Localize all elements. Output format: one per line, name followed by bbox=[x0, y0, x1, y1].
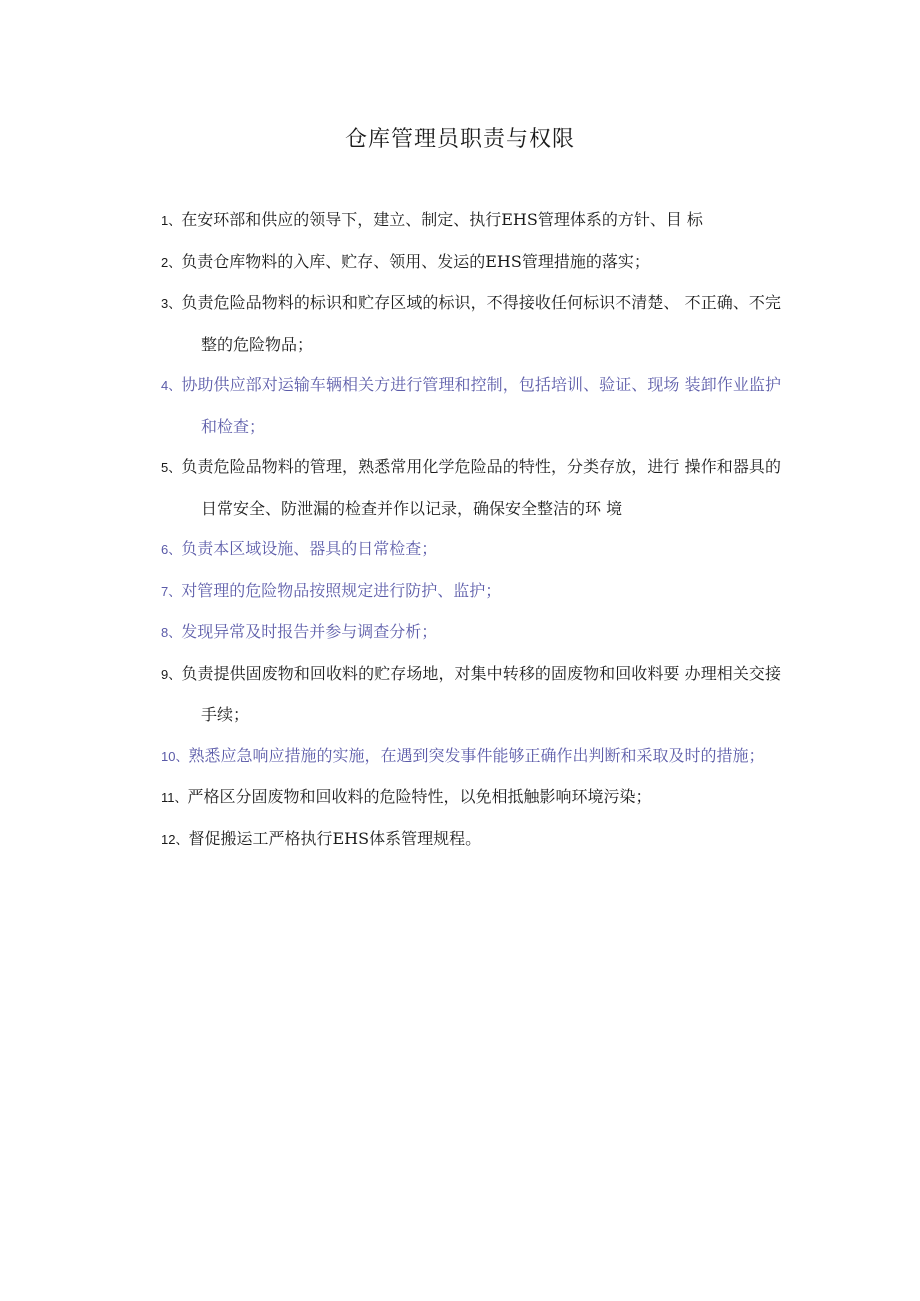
item-text: 负责危险品物料的标识和贮存区域的标识，不得接收任何标识不清楚、 不正确、不完整的危险物品； bbox=[181, 293, 781, 354]
item-number: 5、 bbox=[161, 460, 182, 475]
item-number: 6、 bbox=[161, 542, 182, 557]
list-item bbox=[161, 819, 781, 861]
item-number: 10、 bbox=[161, 748, 189, 764]
list-item bbox=[161, 654, 781, 736]
item-number: 1、 bbox=[161, 213, 182, 228]
list-item bbox=[161, 612, 781, 654]
item-text: 在安环部和供应的领导下，建立、制定、执行EHS管理体系的方针、目 标 bbox=[181, 210, 703, 229]
item-number: 4、 bbox=[161, 378, 182, 393]
list-item bbox=[161, 571, 781, 613]
item-text: 负责危险品物料的管理，熟悉常用化学危险品的特性，分类存放，进行 操作和器具的日常安全、防泄漏的检查并作以记录，确保安全整洁的环 境 bbox=[181, 457, 781, 518]
item-number: 9、 bbox=[161, 666, 182, 682]
list-item bbox=[161, 447, 781, 529]
list-item bbox=[161, 283, 781, 365]
item-text: 熟悉应急响应措施的实施，在遇到突发事件能够正确作出判断和采取及时的措施； bbox=[188, 745, 765, 765]
item-text: 严格区分固废物和回收料的危险特性，以免相抵触影响环境污染； bbox=[187, 787, 652, 806]
item-number: 11、 bbox=[161, 790, 188, 805]
list-item bbox=[161, 529, 781, 571]
item-text: 负责提供固废物和回收料的贮存场地，对集中转移的固废物和回收料要 办理相关交接手续； bbox=[181, 663, 781, 724]
list-item bbox=[161, 200, 781, 242]
item-text: 督促搬运工严格执行EHS体系管理规程。 bbox=[188, 828, 482, 848]
list-item bbox=[161, 365, 781, 447]
list-item bbox=[161, 242, 781, 284]
responsibility-list bbox=[161, 200, 781, 860]
item-number: 2、 bbox=[161, 254, 182, 270]
page-title: 仓库管理员职责与权限 bbox=[344, 127, 575, 152]
item-text: 协助供应部对运输车辆相关方进行管理和控制，包括培训、验证、现场 装卸作业监护和检查； bbox=[181, 375, 781, 436]
item-number: 8、 bbox=[161, 625, 182, 640]
list-item bbox=[161, 736, 781, 778]
item-text: 对管理的危险物品按照规定进行防护、监护； bbox=[181, 580, 502, 600]
item-text: 发现异常及时报告并参与调查分析； bbox=[181, 622, 438, 641]
item-number: 12、 bbox=[161, 831, 189, 847]
item-number: 7、 bbox=[161, 583, 182, 599]
item-text: 负责本区域设施、器具的日常检查； bbox=[181, 539, 438, 558]
item-text: 负责仓库物料的入库、贮存、领用、发运的EHS管理措施的落实； bbox=[181, 251, 650, 271]
list-item bbox=[161, 777, 781, 819]
item-number: 3、 bbox=[161, 296, 182, 311]
